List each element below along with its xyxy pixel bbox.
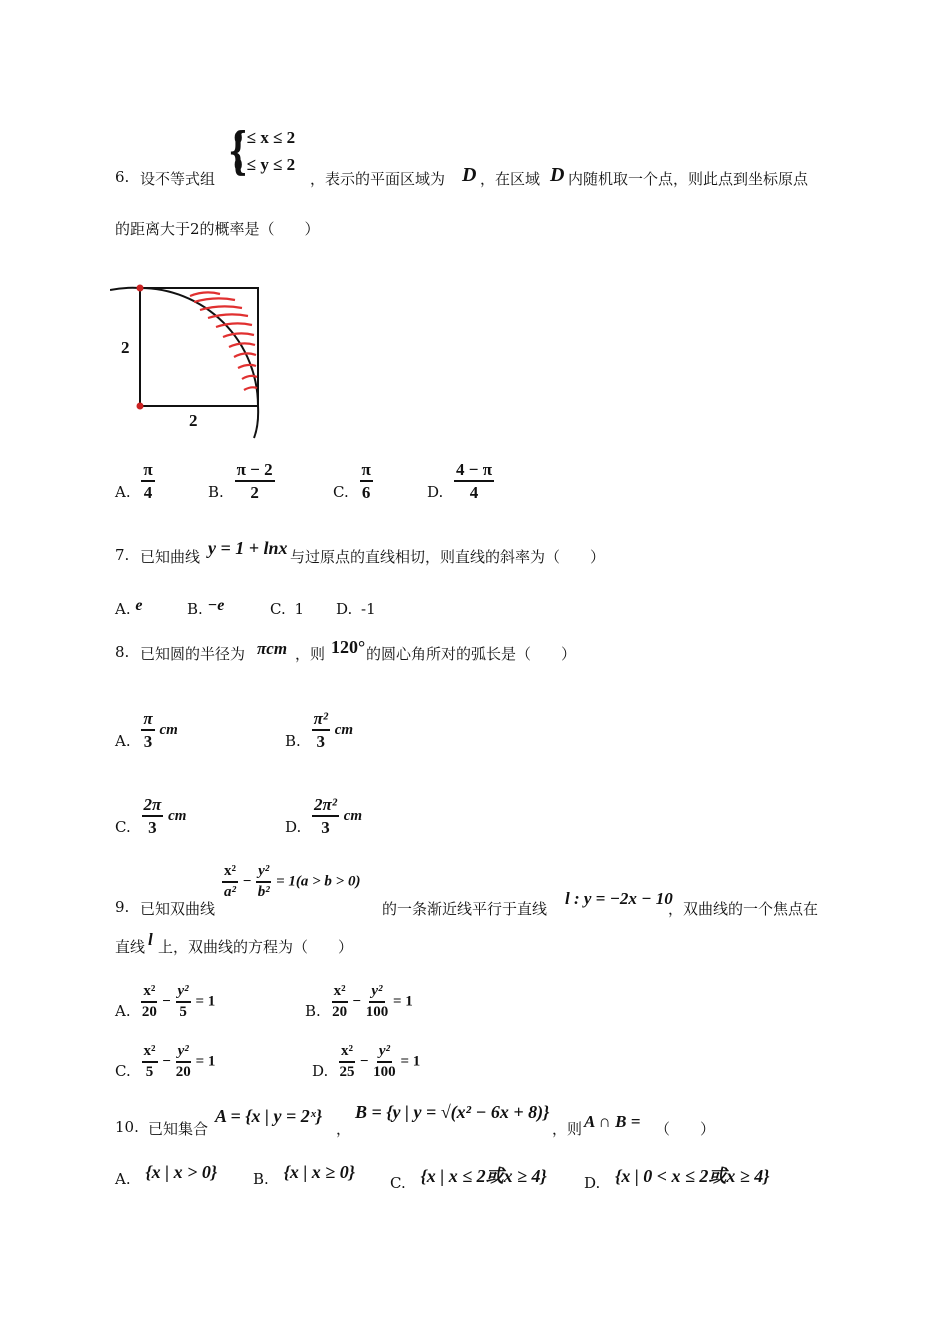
circle-arc-bottom — [254, 406, 258, 438]
q9-eq-x-den: a² — [224, 884, 236, 900]
q8-option-d-unit: cm — [343, 808, 363, 824]
q8-option-b-num: π² — [312, 710, 330, 731]
q7-stem-a: 已知曲线 — [140, 548, 201, 566]
q7-number: 7. — [115, 546, 130, 564]
q8-stem-a: 已知圆的半径为 — [140, 645, 246, 663]
q8-option-a[interactable] — [115, 702, 178, 750]
q9-stem-c: ，双曲线的一个焦点在 — [668, 900, 819, 918]
q9-option-d-label: D. — [312, 1062, 329, 1080]
q10-option-c[interactable] — [390, 1162, 547, 1192]
q6-number: 6. — [115, 168, 130, 186]
q9-option-d-d1: 25 — [339, 1064, 355, 1080]
q9-hyperbola-equation: $\frac{\text{x²}}{\text{a²}}$ − $\frac{\text{y²}}{\text{b²}}$ = 1(a > b > 0) — [224, 863, 361, 900]
square-region — [140, 288, 258, 406]
q10-separator: ， — [336, 1120, 352, 1138]
q7-option-c-value: 1 — [294, 600, 305, 618]
q6-inequality-1: 0 ≤ x ≤ 2 — [234, 128, 296, 147]
q10-option-b[interactable] — [253, 1162, 355, 1188]
q9-eq-y-num: y² — [256, 864, 271, 883]
q10-option-d-label: D. — [584, 1174, 601, 1192]
circle-arc-left — [110, 288, 140, 290]
q8-stem-c: 的圆心角所对的弧长是（ ） — [366, 645, 577, 663]
q8-option-d[interactable] — [285, 786, 362, 836]
q6-option-c-label: C. — [333, 483, 349, 501]
q9-option-b-n2: y² — [369, 984, 384, 1003]
q6-option-a-num: π — [141, 461, 154, 482]
q9-option-b-d2: 100 — [365, 1004, 389, 1020]
q10-option-b-label: B. — [253, 1170, 269, 1188]
q8-option-b-den: 3 — [316, 732, 326, 751]
q9-option-c-d1: 5 — [145, 1064, 154, 1080]
q10-option-a-label: A. — [115, 1170, 131, 1188]
q10-number: 10. — [115, 1118, 139, 1136]
q7-option-d-label: D. — [336, 600, 353, 618]
q9-option-a-n1: x² — [141, 984, 157, 1003]
q7-option-a-value: e — [135, 597, 143, 614]
q8-option-a-num: π — [141, 710, 154, 731]
origin-point — [137, 403, 144, 410]
q9-option-d-n1: x² — [339, 1044, 355, 1063]
q9-option-b-rhs: = 1 — [392, 993, 413, 1010]
q9-option-a-label: A. — [115, 1002, 131, 1020]
q8-option-d-label: D. — [285, 818, 302, 836]
q9-option-c-label: C. — [115, 1062, 131, 1080]
q6-region-2: D — [550, 164, 565, 186]
q9-stem-b: 的一条渐近线平行于直线 — [382, 900, 548, 918]
q6-option-c-den: 6 — [361, 483, 371, 502]
q7-option-b-value: −e — [207, 597, 225, 614]
q6-system-brace: { — [228, 121, 248, 180]
q9-eq-x-num: x² — [222, 864, 238, 883]
q7-stem-b: 与过原点的直线相切，则直线的斜率为（ ） — [290, 548, 606, 566]
q7-curve: y = 1 + lnx — [208, 538, 288, 558]
q8-option-b-unit: cm — [334, 722, 354, 738]
q8-radius: πcm — [257, 639, 288, 658]
q8-option-a-label: A. — [115, 732, 131, 750]
q7-option-b-label: B. — [187, 600, 203, 618]
q10-option-d[interactable] — [584, 1162, 770, 1192]
q6-option-c-num: π — [360, 461, 373, 482]
q6-option-d[interactable] — [427, 455, 494, 501]
q6-option-a-label: A. — [115, 483, 131, 501]
q6-option-c[interactable] — [333, 455, 373, 501]
q10-option-b-value: {x | x ≥ 0} — [283, 1162, 355, 1182]
q8-option-c-label: C. — [115, 818, 131, 836]
q8-option-a-unit: cm — [159, 722, 178, 738]
q9-eq-y-den: b² — [257, 884, 270, 900]
q9-line-name: l — [148, 930, 153, 949]
q6-stem-a: 设不等式组 — [140, 170, 216, 188]
q9-option-a-d1: 20 — [141, 1004, 157, 1020]
q10-option-a-value: {x | x > 0} — [145, 1162, 218, 1182]
q9-option-b-d1: 20 — [332, 1004, 348, 1020]
q9-option-d-d2: 100 — [373, 1064, 396, 1080]
q9-stem-d: 直线 — [115, 938, 146, 956]
q9-option-c-d2: 20 — [175, 1064, 191, 1080]
q6-stem-d: 内随机取一个点，则此点到坐标原点 — [568, 170, 809, 188]
q6-figure-label-bottom: 2 — [189, 411, 198, 430]
q7-option-c[interactable] — [270, 600, 304, 618]
q10-option-c-label: C. — [390, 1174, 406, 1192]
q10-option-d-value: {x | 0 < x ≤ 2或x ≥ 4} — [615, 1166, 770, 1186]
q10-option-a[interactable] — [115, 1162, 218, 1188]
q10-stem-c: （ ） — [655, 1120, 716, 1138]
q8-option-b-label: B. — [285, 732, 301, 750]
q7-option-b[interactable] — [187, 597, 225, 619]
q6-option-d-num: 4 − π — [454, 461, 494, 482]
q10-set-b: B = {y | y = √(x² − 6x + 8)} — [355, 1102, 550, 1122]
q8-option-c-den: 3 — [148, 818, 157, 837]
q9-option-a-n2: y² — [176, 984, 191, 1003]
q8-option-c-num: 2π — [142, 796, 164, 817]
q6-stem-e: 的距离大于2的概率是（ ） — [115, 220, 320, 238]
q8-option-d-den: 3 — [321, 818, 330, 837]
q9-eq-tail: = 1(a > b > 0) — [276, 873, 361, 890]
q9-option-c[interactable]: C. $\frac{\text{x²}}{5}$ − $\frac{\text{y²}}{20}$ = 1 — [115, 1028, 215, 1080]
q9-option-d[interactable]: D. $\frac{\text{x²}}{25}$ − $\frac{\text{y²}}{100}$ = 1 — [312, 1028, 420, 1080]
q9-option-a-rhs: = 1 — [195, 993, 216, 1010]
q10-stem-a: 已知集合 — [148, 1120, 209, 1138]
hatched-region — [190, 292, 257, 390]
q9-option-b-n1: x² — [332, 984, 348, 1003]
quarter-circle-arc — [140, 288, 258, 406]
q7-option-d[interactable] — [336, 600, 376, 618]
q8-angle: 120° — [331, 637, 366, 657]
q9-option-c-n1: x² — [142, 1044, 158, 1063]
q10-stem-b: ，则 — [552, 1120, 583, 1138]
q6-region-1: D — [462, 164, 477, 186]
q9-option-a[interactable]: A. $\frac{\text{x²}}{20}$ − $\frac{\text{y²}}{5}$ = 1 — [115, 968, 215, 1020]
q10-expr: A ∩ B = — [584, 1112, 641, 1131]
q10-set-a: A = {x | y = 2ˣ} — [215, 1106, 323, 1126]
q6-option-a-den: 4 — [143, 483, 153, 502]
point-top-left — [137, 285, 144, 292]
q10-option-c-value: {x | x ≤ 2或x ≥ 4} — [420, 1166, 547, 1186]
q9-stem-e: 上，双曲线的方程为（ ） — [158, 938, 354, 956]
q9-number: 9. — [115, 898, 130, 916]
q6-figure-label-left: 2 — [121, 338, 130, 357]
q8-option-b[interactable] — [285, 698, 353, 750]
q6-stem-c: ，在区域 — [480, 170, 541, 188]
q6-option-b-label: B. — [208, 483, 224, 501]
q9-option-c-rhs: = 1 — [195, 1053, 216, 1070]
q8-option-c-unit: cm — [168, 808, 187, 824]
q6-option-a[interactable] — [115, 455, 155, 501]
q9-option-b-label: B. — [305, 1002, 321, 1020]
q7-option-d-value: -1 — [361, 600, 376, 618]
q8-stem-b: ，则 — [295, 645, 326, 663]
q9-line: l : y = −2x − 10 — [565, 889, 673, 908]
q6-inequality-2: 0 ≤ y ≤ 2 — [234, 155, 296, 174]
q9-option-a-d2: 5 — [179, 1004, 187, 1020]
q9-option-c-n2: y² — [176, 1044, 191, 1063]
q6-option-d-den: 4 — [469, 483, 479, 502]
q8-option-d-num: 2π² — [312, 796, 339, 817]
q8-number: 8. — [115, 643, 130, 661]
q8-option-c[interactable] — [115, 786, 186, 836]
q6-option-b[interactable] — [208, 455, 275, 501]
q6-option-b-num: π − 2 — [235, 461, 275, 482]
q7-option-a-label: A. — [115, 600, 131, 618]
q9-option-b[interactable]: B. $\frac{\text{x²}}{20}$ − $\frac{\text{y²}}{100}$ = 1 — [305, 968, 413, 1020]
q6-option-d-label: D. — [427, 483, 444, 501]
q6-option-b-den: 2 — [250, 483, 259, 502]
q7-option-a[interactable] — [115, 597, 143, 619]
q9-option-d-n2: y² — [377, 1044, 392, 1063]
q6-stem-b: ，表示的平面区域为 — [310, 170, 446, 188]
q8-option-a-den: 3 — [143, 732, 153, 751]
q9-stem-a: 已知双曲线 — [140, 900, 216, 918]
q9-option-d-rhs: = 1 — [400, 1053, 421, 1070]
q7-option-c-label: C. — [270, 600, 286, 618]
